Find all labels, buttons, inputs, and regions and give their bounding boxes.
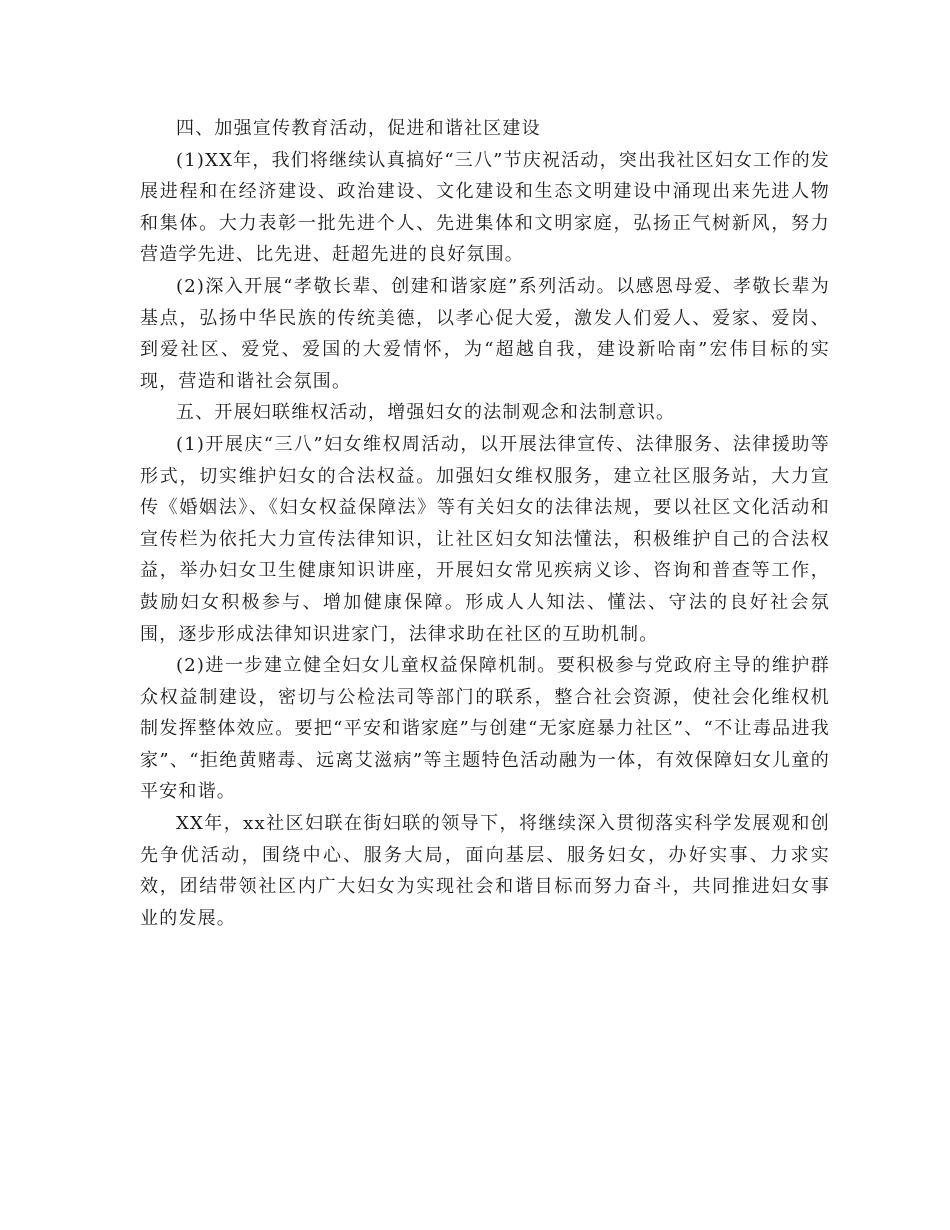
section-heading-4: 四、加强宣传教育活动，促进和谐社区建设 [176, 118, 541, 139]
paragraph-4-2: (2)深入开展“孝敬长辈、创建和谐家庭”系列活动。以感恩母爱、孝敬长辈为基点，弘扬中华民族的传统美德，以孝心促大爱，激发人们爱人、爱家、爱岗、到爱社区、爱党、爱国的大爱情怀，为“超越自我，建设新哈南”宏伟目标的实现，营造和谐社会氛围。 [140, 275, 830, 392]
closing-paragraph: XX年，xx社区妇联在街妇联的领导下，将继续深入贯彻落实科学发展观和创先争优活动，围绕中心、服务大局，面向基层、服务妇女，办好实事、力求实效，团结带领社区内广大妇女为实现社会和谐目标而努力奋斗，共同推进妇女事业的发展。 [140, 813, 830, 929]
paragraph-5-1: (1)开展庆“三八”妇女维权周活动，以开展法律宣传、法律服务、法律援助等形式，切实维护妇女的合法权益。加强妇女维权服务，建立社区服务站，大力宣传《婚姻法》、《妇女权益保障法》等有关妇女的法律法规，要以社区文化活动和宣传栏为依托大力宣传法律知识，让社区妇女知法懂法，积极维护自己的合法权益，举办妇女卫生健康知识讲座，开展妇女常见疾病义诊、咨询和普查等工作，鼓励妇女积极参与、增加健康保障。形成人人知法、懂法、守法的良好社会氛围，逐步形成法律知识进家门，法律求助在社区的互助机制。 [140, 433, 830, 645]
paragraph-5-2: (2)进一步建立健全妇女儿童权益保障机制。要积极参与党政府主导的维护群众权益制建设，密切与公检法司等部门的联系，整合社会资源，使社会化维权机制发挥整体效应。要把“平安和谐家庭”与创建“无家庭暴力社区”、“不让毒品进我家”、“拒绝黄赌毒、远离艾滋病”等主题特色活动融为一体，有效保障妇女儿童的平安和谐。 [140, 655, 830, 803]
section-heading-5: 五、开展妇联维权活动，增强妇女的法制观念和法制意识。 [176, 402, 676, 424]
paragraph-4-1: (1)XX年，我们将继续认真搞好“三八”节庆祝活动，突出我社区妇女工作的发展进程和在经济建设、政治建设、文化建设和生态文明建设中涌现出来先进人物和集体。大力表彰一批先进个人、先进集体和文明家庭，弘扬正气树新风，努力营造学先进、比先进、赶超先进的良好氛围。 [140, 149, 830, 266]
